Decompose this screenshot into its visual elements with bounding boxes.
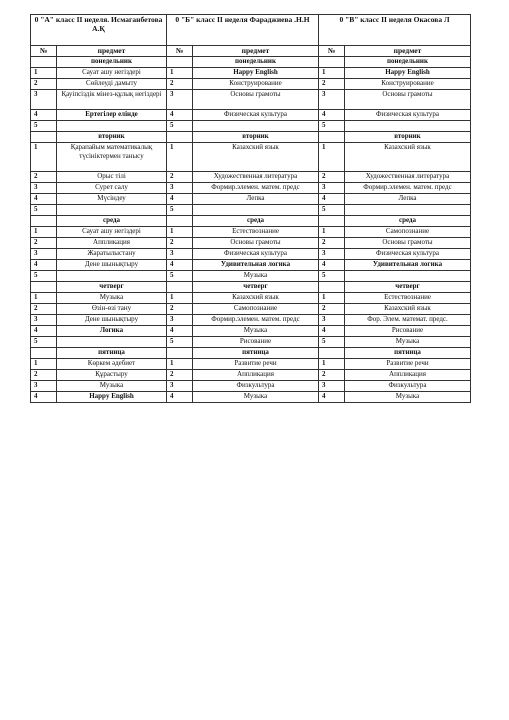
subject-a	[57, 205, 167, 216]
subject-a: Өзін-өзі тану	[57, 304, 167, 315]
day-name: пятница	[193, 348, 319, 359]
subject-b: Основы грамоты	[193, 238, 319, 249]
lesson-number: 2	[167, 304, 193, 315]
lesson-number: 5	[319, 205, 345, 216]
subject-a: Сурет салу	[57, 183, 167, 194]
subject-v: Рисование	[345, 326, 471, 337]
lesson-number: 5	[319, 271, 345, 282]
subject-a: Дене шынықтыру	[57, 315, 167, 326]
lesson-number: 3	[167, 381, 193, 392]
lesson-row	[31, 79, 471, 90]
lesson-number: 3	[31, 315, 57, 326]
subject-header: предмет	[57, 46, 167, 57]
lesson-number: 4	[319, 260, 345, 271]
subject-a: Музыка	[57, 293, 167, 304]
lesson-row	[31, 392, 471, 403]
lesson-number	[167, 216, 193, 227]
lesson-number	[319, 282, 345, 293]
lesson-row	[31, 121, 471, 132]
subject-b: Музыка	[193, 326, 319, 337]
subject-a: Сөйлеуді дамыту	[57, 79, 167, 90]
class-v-header: 0 "В" класс II неделя Окасова Л	[319, 15, 471, 46]
subject-b: Художественная литература	[193, 172, 319, 183]
lesson-number: 5	[31, 271, 57, 282]
subject-b: Формир.элемен. матем. предс	[193, 183, 319, 194]
subject-b: Естествознание	[193, 227, 319, 238]
subject-b: Happy English	[193, 68, 319, 79]
lesson-row	[31, 172, 471, 183]
subject-b: Рисование	[193, 337, 319, 348]
subject-a: Қарапайым математикалық түсініктермен танысу	[57, 143, 167, 172]
subject-v: Удивительная логика	[345, 260, 471, 271]
subject-v: Музыка	[345, 337, 471, 348]
day-name: вторник	[345, 132, 471, 143]
num-header: №	[167, 46, 193, 57]
lesson-number: 4	[167, 326, 193, 337]
lesson-row	[31, 271, 471, 282]
subject-b: Физическая культура	[193, 110, 319, 121]
lesson-number: 1	[31, 143, 57, 172]
subject-b: Физическая культура	[193, 249, 319, 260]
subject-b: Развитие речи	[193, 359, 319, 370]
lesson-number: 2	[31, 304, 57, 315]
lesson-number: 1	[319, 227, 345, 238]
subject-v: Формир.элемен. матем. предс	[345, 183, 471, 194]
subject-v: Фор. Элем. математ. предс.	[345, 315, 471, 326]
lesson-number: 2	[319, 79, 345, 90]
lesson-number: 1	[167, 227, 193, 238]
day-name: четверг	[193, 282, 319, 293]
subject-v: Физкультура	[345, 381, 471, 392]
schedule-table	[30, 14, 471, 403]
lesson-number: 1	[319, 293, 345, 304]
subject-a: Сауат ашу негіздері	[57, 68, 167, 79]
lesson-row	[31, 315, 471, 326]
subject-v: Казахский язык	[345, 304, 471, 315]
lesson-number: 2	[167, 172, 193, 183]
subject-b: Конструирование	[193, 79, 319, 90]
day-name: пятница	[345, 348, 471, 359]
subject-a: Логика	[57, 326, 167, 337]
day-name: пятница	[57, 348, 167, 359]
lesson-number: 3	[167, 249, 193, 260]
lesson-row	[31, 110, 471, 121]
lesson-row	[31, 183, 471, 194]
subject-v: Основы грамоты	[345, 90, 471, 110]
lesson-number: 4	[31, 326, 57, 337]
lesson-number: 1	[167, 68, 193, 79]
subject-v: Физическая культура	[345, 249, 471, 260]
lesson-number: 4	[31, 392, 57, 403]
lesson-number: 3	[319, 315, 345, 326]
lesson-number: 2	[167, 79, 193, 90]
lesson-number: 3	[167, 90, 193, 110]
lesson-number: 1	[167, 143, 193, 172]
lesson-row	[31, 304, 471, 315]
lesson-number: 5	[167, 337, 193, 348]
day-name: вторник	[193, 132, 319, 143]
subject-v: Музыка	[345, 392, 471, 403]
subject-header: предмет	[193, 46, 319, 57]
lesson-number: 5	[31, 205, 57, 216]
lesson-number: 4	[167, 194, 193, 205]
subject-v: Естествознание	[345, 293, 471, 304]
lesson-number	[31, 132, 57, 143]
day-name: вторник	[57, 132, 167, 143]
lesson-number: 4	[31, 110, 57, 121]
subject-a	[57, 337, 167, 348]
lesson-row	[31, 249, 471, 260]
lesson-number: 2	[319, 304, 345, 315]
lesson-number: 4	[319, 392, 345, 403]
lesson-number: 4	[319, 110, 345, 121]
lesson-row	[31, 227, 471, 238]
lesson-number: 2	[319, 172, 345, 183]
lesson-number: 3	[31, 381, 57, 392]
subject-a: Дене шынықтыру	[57, 260, 167, 271]
num-header: №	[31, 46, 57, 57]
class-b-header: 0 "Б" класс II неделя Фараджиева .Н.Н	[167, 15, 319, 46]
lesson-number	[167, 132, 193, 143]
lesson-number	[31, 282, 57, 293]
lesson-number	[319, 216, 345, 227]
lesson-number	[167, 348, 193, 359]
subject-a: Мүсіндеу	[57, 194, 167, 205]
lesson-number: 3	[31, 183, 57, 194]
lesson-number: 4	[319, 326, 345, 337]
subject-a: Қауіпсіздік мінез-құлық негіздері	[57, 90, 167, 110]
lesson-number: 2	[31, 79, 57, 90]
subject-b: Самопознание	[193, 304, 319, 315]
lesson-number: 2	[319, 238, 345, 249]
day-name: четверг	[57, 282, 167, 293]
subject-b: Лепка	[193, 194, 319, 205]
lesson-number: 3	[31, 249, 57, 260]
lesson-number: 2	[31, 172, 57, 183]
lesson-row	[31, 260, 471, 271]
subject-v: Самопознание	[345, 227, 471, 238]
lesson-number	[167, 57, 193, 68]
lesson-number: 3	[31, 90, 57, 110]
subject-b: Основы грамоты	[193, 90, 319, 110]
lesson-row	[31, 68, 471, 79]
subject-b: Музыка	[193, 271, 319, 282]
lesson-number: 3	[167, 315, 193, 326]
lesson-row	[31, 337, 471, 348]
subject-v: Развитие речи	[345, 359, 471, 370]
lesson-number: 5	[167, 205, 193, 216]
lesson-number: 5	[319, 121, 345, 132]
subject-a: Сауат ашу негіздері	[57, 227, 167, 238]
day-header-row	[31, 132, 471, 143]
lesson-number	[31, 57, 57, 68]
lesson-row	[31, 326, 471, 337]
subject-a	[57, 121, 167, 132]
num-header: №	[319, 46, 345, 57]
lesson-number: 1	[31, 68, 57, 79]
lesson-row	[31, 370, 471, 381]
subject-b: Казахский язык	[193, 143, 319, 172]
lesson-number: 1	[31, 293, 57, 304]
subject-b	[193, 205, 319, 216]
lesson-number: 1	[319, 359, 345, 370]
lesson-number	[319, 348, 345, 359]
lesson-row	[31, 359, 471, 370]
lesson-number: 3	[319, 381, 345, 392]
column-header-row	[31, 46, 471, 57]
lesson-number: 2	[319, 370, 345, 381]
subject-a: Happy English	[57, 392, 167, 403]
day-name: среда	[345, 216, 471, 227]
subject-v	[345, 205, 471, 216]
subject-b: Аппликация	[193, 370, 319, 381]
subject-b: Формир.элемен. матем. предс	[193, 315, 319, 326]
lesson-number: 4	[319, 194, 345, 205]
lesson-number: 4	[31, 194, 57, 205]
lesson-number: 4	[167, 260, 193, 271]
subject-b: Физкультура	[193, 381, 319, 392]
lesson-number: 4	[31, 260, 57, 271]
subject-a: Аппликация	[57, 238, 167, 249]
subject-a: Музыка	[57, 381, 167, 392]
day-header-row	[31, 282, 471, 293]
lesson-row	[31, 90, 471, 110]
lesson-number: 1	[167, 293, 193, 304]
day-name: среда	[57, 216, 167, 227]
subject-v: Лепка	[345, 194, 471, 205]
lesson-number	[31, 348, 57, 359]
lesson-number: 3	[319, 183, 345, 194]
subject-v: Happy English	[345, 68, 471, 79]
lesson-number: 3	[167, 183, 193, 194]
lesson-number	[167, 282, 193, 293]
lesson-number: 2	[31, 238, 57, 249]
lesson-row	[31, 293, 471, 304]
lesson-number: 2	[31, 370, 57, 381]
subject-a: Жаратылыстану	[57, 249, 167, 260]
subject-a	[57, 271, 167, 282]
subject-v: Основы грамоты	[345, 238, 471, 249]
subject-b: Удивительная логика	[193, 260, 319, 271]
subject-b: Казахский язык	[193, 293, 319, 304]
lesson-number: 5	[319, 337, 345, 348]
lesson-number	[31, 216, 57, 227]
lesson-row	[31, 194, 471, 205]
lesson-number: 5	[167, 121, 193, 132]
day-header-row	[31, 216, 471, 227]
lesson-number: 1	[319, 68, 345, 79]
subject-a: Құрастыру	[57, 370, 167, 381]
lesson-number: 2	[167, 370, 193, 381]
subject-v: Конструирование	[345, 79, 471, 90]
subject-b	[193, 121, 319, 132]
subject-a: Ертегілер елінде	[57, 110, 167, 121]
day-name: понедельник	[345, 57, 471, 68]
day-name: среда	[193, 216, 319, 227]
lesson-number: 4	[167, 110, 193, 121]
lesson-number: 3	[319, 249, 345, 260]
day-name: понедельник	[57, 57, 167, 68]
lesson-number: 5	[31, 121, 57, 132]
subject-v: Казахский язык	[345, 143, 471, 172]
day-name: четверг	[345, 282, 471, 293]
lesson-number: 3	[319, 90, 345, 110]
subject-a: Орыс тілі	[57, 172, 167, 183]
lesson-number: 1	[31, 227, 57, 238]
day-name: понедельник	[193, 57, 319, 68]
subject-v	[345, 271, 471, 282]
lesson-row	[31, 143, 471, 172]
subject-b: Музыка	[193, 392, 319, 403]
subject-v: Художественная литература	[345, 172, 471, 183]
subject-header: предмет	[345, 46, 471, 57]
subject-v: Аппликация	[345, 370, 471, 381]
lesson-number: 1	[31, 359, 57, 370]
lesson-row	[31, 381, 471, 392]
lesson-number	[319, 132, 345, 143]
lesson-number: 1	[319, 143, 345, 172]
subject-a: Көркем әдебиет	[57, 359, 167, 370]
lesson-number: 5	[167, 271, 193, 282]
lesson-row	[31, 205, 471, 216]
lesson-number: 4	[167, 392, 193, 403]
lesson-number: 5	[31, 337, 57, 348]
day-header-row	[31, 57, 471, 68]
class-header-row	[31, 15, 471, 46]
lesson-number: 1	[167, 359, 193, 370]
class-a-header: 0 "А" класс II неделя. Исмаганбетова А.Қ	[31, 15, 167, 46]
subject-v: Физическая культура	[345, 110, 471, 121]
lesson-number: 2	[167, 238, 193, 249]
lesson-number	[319, 57, 345, 68]
day-header-row	[31, 348, 471, 359]
subject-v	[345, 121, 471, 132]
lesson-row	[31, 238, 471, 249]
